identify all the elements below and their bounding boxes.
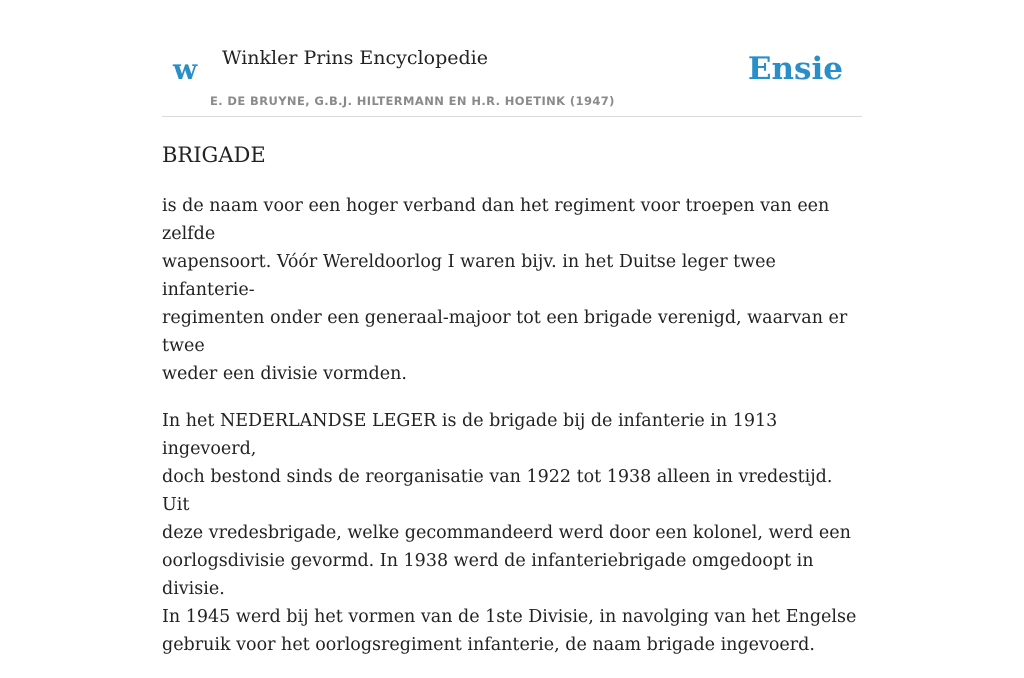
source-header <box>162 0 862 117</box>
article-paragraph: is de naam voor een hoger verband dan het regiment voor troepen van een zelfde wapensoort. Vóór Wereldoorlog I waren bijv. in het Duitse leger twee infanterie- regimenten onder een generaal-majoor tot een brigade verenigd, waarvan er twee weder een divisie vormden. <box>162 196 848 384</box>
source-title[interactable]: Winkler Prins Encyclopedie <box>222 47 488 69</box>
article-paragraph: In het NEDERLANDSE LEGER is de brigade bij de infanterie in 1913 ingevoerd, doch bestond sinds de reorganisatie van 1922 tot 1938 alleen in vredestijd. Uit deze vredesbrigade, welke gecommandeerd werd door een kolonel, werd een oorlogsdivisie gevormd. In 1938 werd de infanteriebrigade omgedoopt in divisie. In 1945 werd bij het vormen van de 1ste Divisie, in navolging van het Engelse gebruik voor het oorlogsregiment infanterie, de naam brigade ingevoerd. <box>162 411 857 655</box>
ensie-logo[interactable]: Ensie <box>747 51 843 87</box>
article-headword: BRIGADE <box>162 143 266 167</box>
source-authors: E. DE BRUYNE, G.B.J. HILTERMANN EN H.R. HOETINK (1947) <box>210 94 615 108</box>
winkler-prins-logo[interactable]: w <box>173 53 198 86</box>
article-body <box>162 192 862 678</box>
